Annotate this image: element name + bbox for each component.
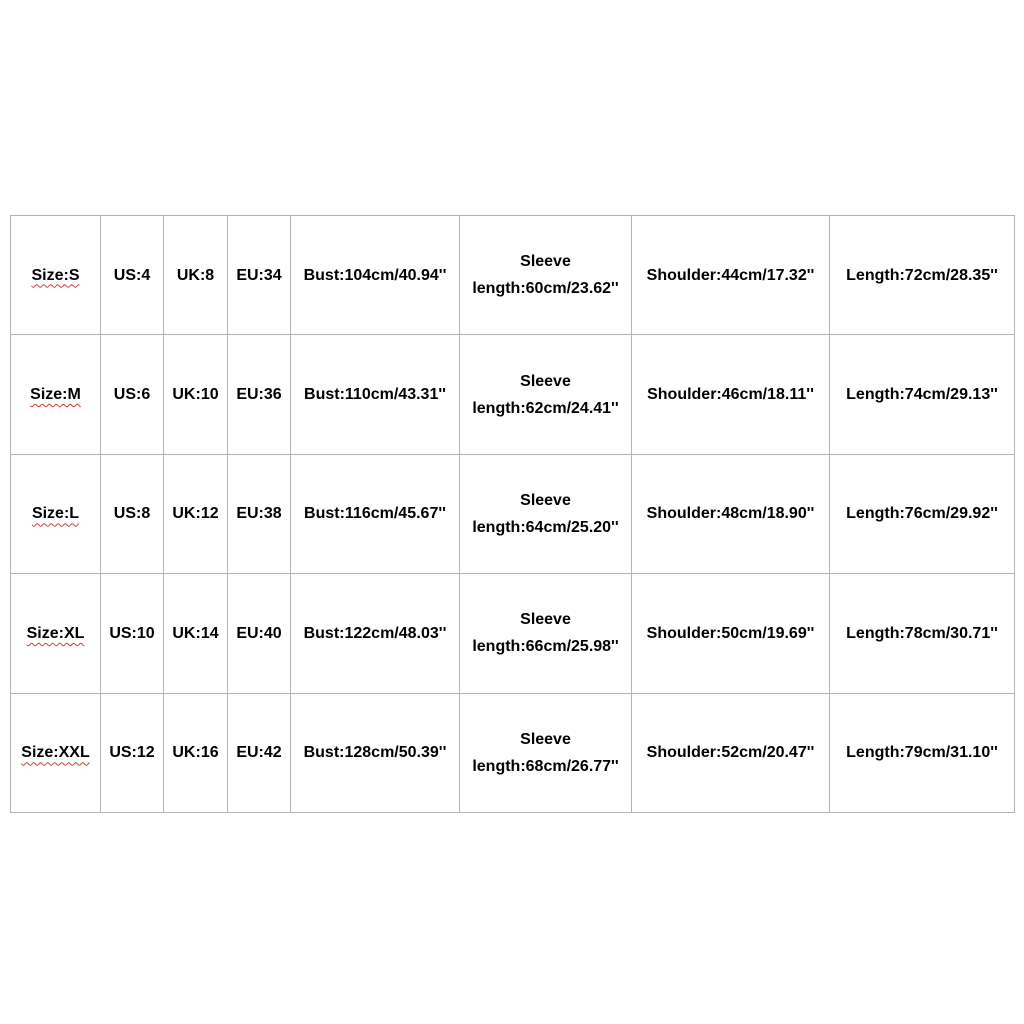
eu-size-cell: EU:38 xyxy=(228,454,291,573)
size-cell xyxy=(11,454,101,573)
size-cell xyxy=(11,335,101,454)
sleeve-value: length:62cm/24.41'' xyxy=(472,399,619,417)
length-cell: Length:76cm/29.92'' xyxy=(830,454,1015,573)
eu-size-cell: EU:40 xyxy=(228,574,291,693)
eu-size-cell: EU:34 xyxy=(228,216,291,335)
length-cell: Length:79cm/31.10'' xyxy=(830,693,1015,812)
size-label: Size:S xyxy=(31,266,80,284)
sleeve-length-cell xyxy=(460,216,632,335)
shoulder-cell: Shoulder:46cm/18.11'' xyxy=(632,335,830,454)
sleeve-label: Sleeve xyxy=(520,491,571,509)
sleeve-label: Sleeve xyxy=(520,611,571,629)
shoulder-cell: Shoulder:48cm/18.90'' xyxy=(632,454,830,573)
size-label: Size:M xyxy=(30,386,81,404)
length-cell: Length:74cm/29.13'' xyxy=(830,335,1015,454)
size-cell xyxy=(11,216,101,335)
bust-cell: Bust:122cm/48.03'' xyxy=(291,574,460,693)
size-label: Size:XL xyxy=(26,624,85,642)
eu-size-cell: EU:36 xyxy=(228,335,291,454)
uk-size-cell: UK:8 xyxy=(164,216,228,335)
sleeve-value: length:60cm/23.62'' xyxy=(472,280,619,298)
size-row-xxl xyxy=(11,693,1015,812)
sleeve-length-cell xyxy=(460,454,632,573)
sleeve-label: Sleeve xyxy=(520,730,571,748)
bust-cell: Bust:104cm/40.94'' xyxy=(291,216,460,335)
shoulder-cell: Shoulder:52cm/20.47'' xyxy=(632,693,830,812)
shoulder-cell: Shoulder:50cm/19.69'' xyxy=(632,574,830,693)
bust-cell: Bust:110cm/43.31'' xyxy=(291,335,460,454)
uk-size-cell: UK:14 xyxy=(164,574,228,693)
sleeve-length-cell xyxy=(460,574,632,693)
sleeve-value: length:64cm/25.20'' xyxy=(472,518,619,536)
us-size-cell: US:6 xyxy=(101,335,164,454)
uk-size-cell: UK:12 xyxy=(164,454,228,573)
size-cell xyxy=(11,693,101,812)
uk-size-cell: UK:16 xyxy=(164,693,228,812)
sleeve-label: Sleeve xyxy=(520,372,571,390)
bust-cell: Bust:116cm/45.67'' xyxy=(291,454,460,573)
uk-size-cell: UK:10 xyxy=(164,335,228,454)
us-size-cell: US:12 xyxy=(101,693,164,812)
eu-size-cell: EU:42 xyxy=(228,693,291,812)
sleeve-length-cell xyxy=(460,693,632,812)
size-row-m xyxy=(11,335,1015,454)
size-label: Size:L xyxy=(31,505,80,523)
size-label: Size:XXL xyxy=(21,744,90,762)
sleeve-label: Sleeve xyxy=(520,253,571,271)
size-cell xyxy=(11,574,101,693)
us-size-cell: US:10 xyxy=(101,574,164,693)
bust-cell: Bust:128cm/50.39'' xyxy=(291,693,460,812)
us-size-cell: US:4 xyxy=(101,216,164,335)
sleeve-value: length:68cm/26.77'' xyxy=(472,757,619,775)
size-row-xl xyxy=(11,574,1015,693)
us-size-cell: US:8 xyxy=(101,454,164,573)
size-row-s xyxy=(11,216,1015,335)
sleeve-length-cell xyxy=(460,335,632,454)
length-cell: Length:72cm/28.35'' xyxy=(830,216,1015,335)
size-chart-table xyxy=(10,215,1015,813)
size-row-l xyxy=(11,454,1015,573)
length-cell: Length:78cm/30.71'' xyxy=(830,574,1015,693)
sleeve-value: length:66cm/25.98'' xyxy=(472,638,619,656)
shoulder-cell: Shoulder:44cm/17.32'' xyxy=(632,216,830,335)
